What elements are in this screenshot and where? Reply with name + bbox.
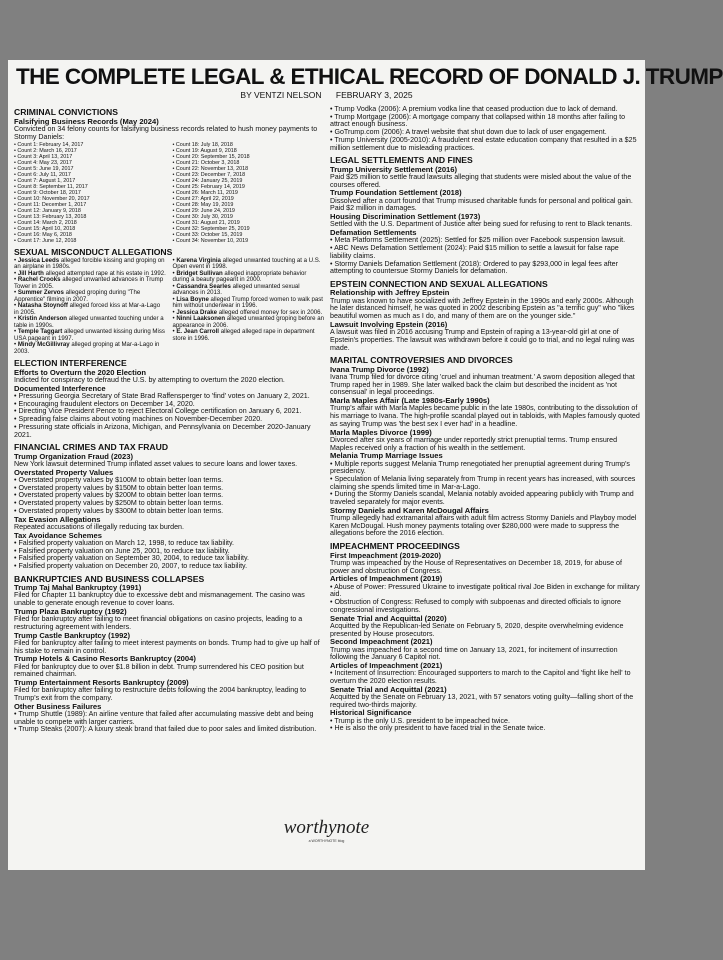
paragraph: Convicted on 34 felony counts for falsifying business records related to hush money payments to Stormy Daniels: [14,124,318,141]
bullet-list [330,584,640,615]
section-heading: FINANCIAL CRIMES AND TAX FRAUD [14,442,169,453]
subheading: Relationship with Jeffrey Epstein [330,288,450,298]
bullet-item: • GoTrump.com (2006): A travel website that shut down due to lack of user engagement. [330,129,640,137]
section-heading: EPSTEIN CONNECTION AND SEXUAL ALLEGATIONS [330,278,548,289]
paragraph: Trump was impeached for a second time on January 13, 2021, for incitement of insurrection following the January 6 Capitol riot. [330,645,618,662]
document-page [8,60,723,870]
accuser-name: Kristin Anderson [17,315,68,323]
allegation-text: alleged groping during "The Apprentice" filming in 2007. [14,289,141,303]
subheading: Articles of Impeachment (2021) [330,660,443,670]
bullet-item: • Count 17: June 12, 2018 [14,238,167,244]
subheading: Other Business Failures [14,701,102,711]
bullet-item: • Trump Shuttle (1989): An airline venture that failed after accumulating massive debt and being unable to compete with larger carriers. [14,711,325,726]
bullet-item: • Count 29: June 24, 2019 [173,208,326,214]
paragraph: Paid $25 million to settle fraud lawsuits alleging that students were misled about the value of the courses offered. [330,173,632,189]
bullet-item: • Falsified property valuation on September 30, 2004, to reduce tax liability. [14,555,325,563]
allegation-text: alleged offered money for sex in 2006. [217,308,323,316]
subheading: Trump Hotels & Casino Resorts Bankruptcy (2004) [14,654,196,664]
paragraph: Repeated accusations of illegally reducing tax burden. [14,522,184,531]
bullet-item: • Count 6: July 11, 2017 [14,172,167,178]
subheading: Housing Discrimination Settlement (1973) [330,212,481,222]
allegation-text: alleged unwanted kissing during Miss USA pageant in 1997. [14,328,165,342]
allegation-text: alleged forcible kissing and groping on an airplane in 1980s. [14,256,165,271]
paragraph: Filed for bankruptcy after failing to restructure debts following the 2004 bankruptcy, leading to Trump's exit from the company. [14,686,307,702]
bullet-item: • Count 30: July 30, 2019 [173,214,326,220]
bullet-item: • Count 32: September 25, 2019 [173,226,326,232]
bullet-item: • Falsified property valuation on December 20, 2007, to reduce tax liability. [14,563,325,571]
accuser-name: E. Jean Carroll [176,328,220,336]
subheading: Second Impeachment (2021) [330,637,433,647]
subheading: Documented Interference [14,383,106,393]
bullet-item: • Count 4: May 23, 2017 [14,160,167,166]
accuser-name: Natasha Stoynoff [17,302,68,310]
page-title: THE COMPLETE LEGAL & ETHICAL RECORD OF DONALD J. TRUMP [16,64,723,89]
allegation-text: alleged unwanted advances in Trump Tower in 2005. [14,276,164,290]
bullet-list [14,477,325,516]
accuser-name: Jessica Leeds [17,256,60,264]
election-interference-section [14,359,325,439]
bullet-item: • Meta Platforms Settlement (2025): Settled for $25 million over Facebook suspension lawsuit. [330,237,640,245]
bullet-item: • Pressuring state officials in Arizona, Michigan, and Pennsylvania on December 2020-January 2021. [14,424,325,439]
allegation-text: alleged unwanted touching at a U.S. Open event in 1998. [172,256,321,271]
bullet-item: • Count 15: April 10, 2018 [14,226,167,232]
allegation-column [14,258,167,356]
subheading: Trump Entertainment Resorts Bankruptcy (2009) [14,677,189,687]
subheading: Trump Organization Fraud (2023) [14,451,133,461]
criminal-convictions-section [14,108,325,244]
bullet-item: • Count 24: January 25, 2019 [173,178,326,184]
financial-crimes-section [14,443,325,570]
entry-list [14,584,325,703]
section-heading: BANKRUPTCIES AND BUSINESS COLLAPSES [14,573,205,584]
bullet-list [330,461,640,507]
subheading: Trump Castle Bankruptcy (1992) [14,630,131,640]
bullet-list [330,237,640,276]
bullet-item: • Overstated property values by $300M to obtain better loan terms. [14,508,325,516]
count-column [14,142,167,244]
accuser-name: Bridget Sullivan [176,269,223,277]
bullet-item: • Count 5: June 19, 2017 [14,166,167,172]
paragraph: Acquitted by the Republican-led Senate on February 5, 2020, despite overwhelming evidence presented by House prosecutors. [330,621,624,638]
bullet-item: • Count 19: August 9, 2018 [173,148,326,154]
bullet-item: • Count 7: August 1, 2017 [14,178,167,184]
subheading: Falsifying Business Records (May 2024) [14,116,159,126]
paragraph: Dissolved after a court found that Trump misused charitable funds for personal and political gain. Paid $2 million in damages. [330,196,633,213]
bullet-list [330,718,640,733]
allegation-text: alleged unwanted touching under a table in 1990s. [14,315,164,329]
section-heading: LEGAL SETTLEMENTS AND FINES [330,155,473,166]
bullet-item: • Count 33: October 15, 2019 [173,232,326,238]
bullet-item: • Trump Mortgage (2006): A mortgage company that collapsed within 18 months after failing to attract enough business. [330,114,640,129]
paragraph: Ivana Trump filed for divorce citing 'cruel and inhuman treatment.' A sworn deposition alleged that Trump raped her in 1989. She later walked back the claim but described the incident as 'not consensual' in legal proceedings. [330,373,635,397]
allegation-list [14,258,325,356]
allegation-text: alleged attempted rape at his estate in 1992. [43,269,166,277]
bullet-item: • Multiple reports suggest Melania Trump renegotiated her prenuptial agreement during Trump's presidency. [330,461,640,476]
subheading: Stormy Daniels and Karen McDougal Affairs [330,505,489,515]
bullet-item: • Count 18: July 18, 2018 [173,142,326,148]
accuser-name: Mindy McGillivray [17,341,70,349]
right-column [330,106,640,814]
bullet-list [330,670,640,685]
paragraph: Filed for Chapter 11 bankruptcy due to excessive debt and mismanagement. The casino was unable to generate enough revenue to cover loans. [14,591,305,608]
bullet-item: • Count 9: October 18, 2017 [14,190,167,196]
subheading: Trump University Settlement (2016) [330,164,458,174]
allegation-item [173,329,326,342]
accuser-name: Lisa Boyne [176,295,209,303]
allegation-text: alleged alleged rape in department store in 1996. [172,328,315,342]
subheading: Efforts to Overturn the 2020 Election [14,367,147,377]
left-column [14,106,325,814]
byline [8,90,645,100]
bullet-item: • Count 10: November 20, 2017 [14,196,167,202]
bullet-item: • Count 12: January 9, 2018 [14,208,167,214]
bullet-item: • Pressuring Georgia Secretary of State Brad Raffensperger to 'find' votes on January 2, 2021. [14,393,325,401]
bullet-item: • Count 11: December 1, 2017 [14,202,167,208]
subheading: Senate Trial and Acquittal (2021) [330,684,447,694]
bullet-item: • Trump University (2005-2010): A fraudulent real estate education company that resulted in a $25 million settlement due to misleading practices. [330,137,640,152]
bullet-item: • Count 8: September 11, 2017 [14,184,167,190]
bullet-item: • Falsified property valuation on March 12, 1998, to reduce tax liability. [14,540,325,548]
paragraph: Settled with the U.S. Department of Justice after being sued for refusing to rent to Black tenants. [330,220,633,229]
count-column [173,142,326,244]
bullet-item: • Count 16: May 6, 2018 [14,232,167,238]
bullet-item: • Obstruction of Congress: Refused to comply with subpoenas and directed officials to ignore congressional investigations. [330,599,640,614]
paragraph: New York lawsuit determined Trump inflated asset values to secure loans and lower taxes. [14,460,298,469]
allegation-column [173,258,326,356]
section-heading: CRIMINAL CONVICTIONS [14,107,118,117]
accuser-name: Jessica Drake [176,308,217,316]
bullet-item: • Trump Steaks (2007): A luxury steak brand that failed due to poor sales and limited distribution. [14,726,325,734]
bullet-item: • He is also the only president to have faced trial in the Senate twice. [330,725,640,733]
paragraph: Divorced after six years of marriage under reportedly strict prenuptial terms. Trump ensured Maples received only a fraction of his wealth in the settlement. [330,435,618,452]
paragraph: Indicted for conspiracy to defraud the U.S. by attempting to overturn the 2020 election. [14,376,285,384]
subheading: Overstated Property Values [14,467,114,477]
allegation-text: alleged forced kiss at Mar-a-Lago in 2005. [14,302,161,316]
logo-tagline: a WORTHYNOTE blog [308,839,345,843]
subheading: Historical Significance [330,708,412,718]
bullet-item: • Count 25: February 14, 2019 [173,184,326,190]
paragraph: Filed for bankruptcy after failing to meet interest payments on bonds. Trump had to give up half of his stake to remain in control. [14,638,320,655]
business-failures-continued [330,106,640,152]
subheading: Trump Taj Mahal Bankruptcy (1991) [14,583,142,593]
bullet-list [330,106,640,152]
accuser-name: Karena Virginia [176,256,221,264]
allegation-text: alleged inappropriate behavior during a beauty pageant in 2000. [172,269,307,284]
subheading: Trump Plaza Bankruptcy (1992) [14,606,127,616]
entry-list [330,366,640,453]
bullet-item: • Count 28: May 19, 2019 [173,202,326,208]
impeachment-section [330,542,640,733]
bullet-item: • Count 2: March 16, 2017 [14,148,167,154]
publish-date: FEBRUARY 3, 2025 [335,90,413,100]
subheading: Tax Avoidance Schemes [14,530,102,540]
subheading: Tax Evasion Allegations [14,514,101,524]
epstein-section [330,280,640,352]
worthynote-logo [8,817,645,843]
logo-wordmark: worthynote [283,817,370,838]
bullet-item: • Count 21: October 3, 2018 [173,160,326,166]
bullet-item: • ABC News Defamation Settlement (2024): Paid $15 million to settle a lawsuit for false rape liability claims. [330,245,640,260]
bullet-list [14,711,325,734]
subheading: Defamation Settlements [330,228,417,238]
subheading: Trump Foundation Settlement (2018) [330,188,462,198]
accuser-name: Ninni Laaksonen [176,315,226,323]
bankruptcies-section [14,575,325,734]
paragraph: A lawsuit was filed in 2016 accusing Trump and Epstein of raping a 13-year-old girl at one of Epstein's properties. The lawsuit was withdrawn before it could go to trial, and no legal ruling was made. [330,328,635,352]
subheading: Senate Trial and Acquittal (2020) [330,613,447,623]
bullet-item: • Count 23: December 7, 2018 [173,172,326,178]
bullet-item: • Count 34: November 10, 2019 [173,238,326,244]
paragraph: Trump's affair with Marla Maples became public in the late 1980s, contributing to the dissolution of his marriage to Ivana. The high-profile scandal played out in tabloids, with Maples famously quoted as saying Trump was 'the best sex I ever had' in a headline. [330,404,640,428]
entry-list [330,166,640,229]
paragraph: Trump was impeached by the House of Representatives on December 18, 2019, for abuse of power and obstruction of Congress. [330,558,622,575]
bullet-item: • Overstated property values by $100M to obtain better loan terms. [14,477,325,485]
paragraph: Trump was known to have socialized with Jeffrey Epstein in the 1990s and early 2000s. Although he later distanced himself, he was quoted in 2002 describing Epstein as "a terrific guy" who "likes beautiful women as much as I do, and many of them are on the younger side." [330,296,635,321]
bullet-item: • Overstated property values by $200M to obtain better loan terms. [14,492,325,500]
bullet-item: • Count 14: March 2, 2018 [14,220,167,226]
author: BY VENTZI NELSON [240,90,322,100]
bullet-item: • Count 26: March 11, 2019 [173,190,326,196]
subheading: Melania Trump Marriage Issues [330,451,443,461]
accuser-name: Cassandra Searles [176,282,231,290]
section-heading: ELECTION INTERFERENCE [14,358,127,369]
bullet-list [14,393,325,439]
allegation-item [14,342,167,355]
accuser-name: Summer Zervos [17,289,64,297]
bullet-item: • Spreading false claims about voting machines on November-December 2020. [14,416,325,424]
subheading: Marla Maples Affair (Late 1980s-Early 1990s) [330,396,490,406]
bullet-item: • Encouraging fraudulent electors on December 14, 2020. [14,401,325,409]
legal-settlements-section [330,156,640,276]
bullet-item: • Abuse of Power: Pressured Ukraine to investigate political rival Joe Biden in exchange for military aid. [330,584,640,599]
bullet-list [14,540,325,571]
bullet-item: • Count 20: September 15, 2018 [173,154,326,160]
bullet-item: • Count 27: April 22, 2019 [173,196,326,202]
bullet-item: • Speculation of Melania living separately from Trump in recent years has increased, with sources claiming she spends limited time in Mar-a-Lago. [330,476,640,491]
paragraph: Filed for bankruptcy due to over $1.8 billion in debt. Trump surrendered his CEO position but remained chairman. [14,662,304,679]
bullet-item: • Count 22: November 13, 2018 [173,166,326,172]
bullet-item: • Count 13: February 13, 2018 [14,214,167,220]
bullet-item: • Count 1: February 14, 2017 [14,142,167,148]
bullet-item: • Trump Vodka (2006): A premium vodka line that ceased production due to lack of demand. [330,106,640,114]
subheading: Lawsuit Involving Epstein (2016) [330,319,448,329]
subheading: Articles of Impeachment (2019) [330,574,443,584]
marital-section [330,356,640,538]
allegation-text: alleged Trump forced women to walk past him without underwear in 1996. [172,295,323,310]
sexual-misconduct-section [14,248,325,355]
subheading: Ivana Trump Divorce (1992) [330,364,429,374]
section-heading: SEXUAL MISCONDUCT ALLEGATIONS [14,247,173,258]
allegation-text: alleged unwanted groping before an appearance in 2006. [172,315,325,329]
subheading: First Impeachment (2019-2020) [330,550,441,560]
bullet-item: • Overstated property values by $150M to obtain better loan terms. [14,485,325,493]
bullet-item: • Falsified property valuation on June 25, 2001, to reduce tax liability. [14,548,325,556]
allegation-text: alleged unwanted sexual advances in 2013. [172,282,300,297]
accuser-name: Temple Taggart [17,328,63,336]
accuser-name: Rachel Crooks [17,276,61,284]
paragraph: Acquitted by the Senate on February 13, 2021, with 57 senators voting guilty—falling short of the required two-thirds majority. [330,692,634,709]
bullet-item: • Trump is the only U.S. president to be impeached twice. [330,718,640,726]
bullet-item: • Incitement of Insurrection: Encouraged supporters to march to the Capitol and 'fight like hell' to overturn the 2020 election results. [330,670,640,685]
bullet-item: • Count 31: August 21, 2019 [173,220,326,226]
bullet-item: • Stormy Daniels Defamation Settlement (2018): Ordered to pay $293,000 in legal fees after attempting to countersue Stormy Daniels for defamation. [330,261,640,276]
accuser-name: Jill Harth [17,269,44,277]
bullet-item: • Overstated property values by $250M to obtain better loan terms. [14,500,325,508]
section-heading: IMPEACHMENT PROCEEDINGS [330,541,460,552]
paragraph: Trump allegedly had extramarital affairs with adult film actress Stormy Daniels and Playboy model Karen McDougal. Hush money payments totaling over $280,000 were made to suppress the allegations before the 2016 election. [330,514,637,538]
bullet-item: • Count 3: April 13, 2017 [14,154,167,160]
bullet-item: • Directing Vice President Pence to reject Electoral College certification on January 6, 2021. [14,408,325,416]
allegation-text: alleged groping at Mar-a-Lago in 2003. [14,341,160,355]
paragraph: Filed for bankruptcy after failing to meet financial obligations on casino projects, leading to a restructuring agreement with lenders. [14,615,303,631]
section-heading: MARITAL CONTROVERSIES AND DIVORCES [330,355,513,366]
count-list [14,142,325,244]
bullet-item: • During the Stormy Daniels scandal, Melania notably avoided appearing publicly with Trump and traveled separately for major events. [330,491,640,506]
subheading: Marla Maples Divorce (1999) [330,427,432,437]
